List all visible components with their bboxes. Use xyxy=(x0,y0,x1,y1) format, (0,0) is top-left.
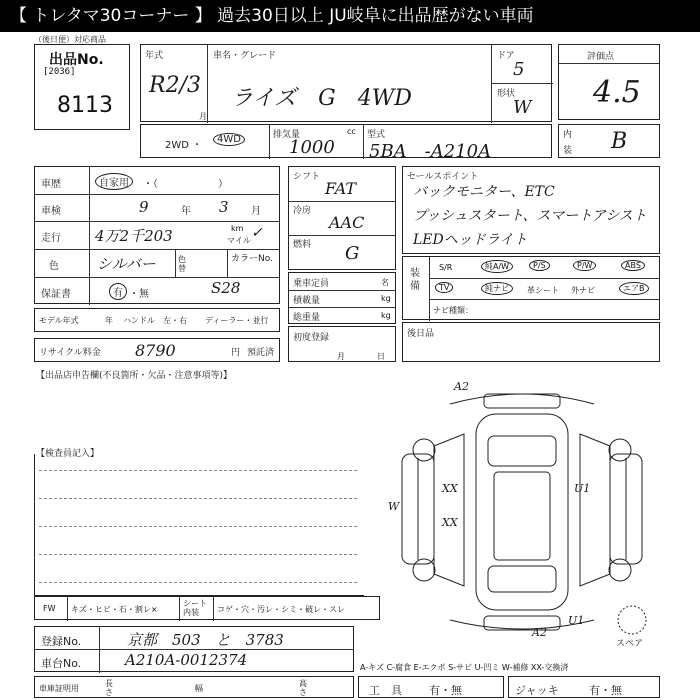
width-label: 幅 xyxy=(195,684,203,693)
mark-left-edge: W xyxy=(388,500,400,513)
mark-rear-right: U1 xyxy=(568,614,585,627)
model-value: ライズ G 4WD xyxy=(231,86,412,111)
equip-ps: P/S xyxy=(529,260,550,271)
garage-cert-row xyxy=(34,676,354,698)
score-box xyxy=(558,44,660,120)
model-label: 車名・グレード xyxy=(213,51,277,61)
year-label: 年式 xyxy=(145,51,164,61)
warranty-label: 保証書 xyxy=(41,289,71,300)
later-docs-box xyxy=(402,322,660,362)
selling-point-1: バックモニター、ETC xyxy=(413,184,555,200)
legend-codes: A-キズ C-腐食 E-エクボ S-サビ U-凹ミ W-補修 XX-交換済 xyxy=(360,663,569,672)
interior-label-top: 内 xyxy=(563,130,573,140)
shift-value: FAT xyxy=(325,179,357,198)
later-docs-label: 後日品 xyxy=(407,329,435,339)
car-diagram xyxy=(384,376,660,649)
model-year-label: モデル年式 xyxy=(39,316,79,325)
jack-label: ジャッキ xyxy=(515,684,559,697)
inspector-note-label: 【検査員記入】 xyxy=(36,449,100,459)
shape-label: 形状 xyxy=(497,89,516,99)
tools-label: 工 具 xyxy=(369,684,402,697)
history-selected: 自家用 xyxy=(95,173,133,190)
inspection-month: 3 xyxy=(219,198,229,216)
score-value: 4.5 xyxy=(593,75,641,110)
reg-date-day: 日 xyxy=(377,352,385,361)
jack-row xyxy=(508,676,660,698)
car-info-box xyxy=(140,44,552,122)
selling-point-2: プッシュスタート、スマートアシスト xyxy=(413,208,647,224)
jack-value: 有・無 xyxy=(589,684,622,697)
year-month-unit: 月 xyxy=(199,112,207,121)
chassis-label: 車台No. xyxy=(41,657,82,670)
doors-label: ドア xyxy=(497,51,515,61)
shape-value: W xyxy=(513,97,532,118)
equip-pw: P/W xyxy=(573,260,596,271)
car-outline-svg xyxy=(384,376,660,646)
recycle-label: リサイクル料金 xyxy=(39,348,101,358)
tools-row xyxy=(358,676,504,698)
height-label: 高さ xyxy=(299,679,307,697)
interior-value: B xyxy=(611,129,628,154)
color-code-value: S28 xyxy=(211,279,241,297)
color-change-label: 色替 xyxy=(178,255,186,273)
weight-label: 総重量 xyxy=(293,313,321,323)
displacement-label: 排気量 xyxy=(273,130,301,140)
capacity-table xyxy=(288,272,396,324)
model-code-value: 5BA -A210A xyxy=(369,141,492,162)
displacement-value: 1000 xyxy=(289,137,335,158)
seat-label: シート内装 xyxy=(183,599,207,617)
mark-rear: A2 xyxy=(532,626,547,639)
fw-items: キズ・ヒビ・石・割レ× xyxy=(71,605,158,614)
equip-navi: 純ナビ xyxy=(481,282,513,295)
registration-table xyxy=(34,626,354,672)
equip-tv: TV xyxy=(435,282,453,293)
seat-items: コゲ・穴・汚レ・シミ・破レ・スレ xyxy=(217,605,345,614)
recycle-note: 預託済 xyxy=(247,348,275,358)
fw-label: FW xyxy=(43,604,56,613)
lot-label: 出品No. xyxy=(49,52,104,68)
reg-date-box xyxy=(288,326,396,362)
sub-header: （後日便）対応商品 xyxy=(34,35,106,44)
navi-type-label: ナビ種類： xyxy=(433,306,473,315)
registration-value: 京都 503 と 3783 xyxy=(127,631,284,649)
handle-option: ハンドル 左・右 xyxy=(123,316,187,325)
selling-points-label: セールスポイント xyxy=(407,172,479,182)
fuel-label: 燃料 xyxy=(293,240,312,250)
drive-selected: 4WD xyxy=(213,133,245,146)
mark-left-front: XX xyxy=(442,482,458,495)
interior-label-bottom: 装 xyxy=(563,146,573,156)
color-value: シルバー xyxy=(97,255,156,273)
load-unit: kg xyxy=(381,294,391,303)
color-code-label: カラーNo. xyxy=(231,254,273,264)
interior-box xyxy=(558,124,660,158)
year-value: R2/3 xyxy=(149,73,201,98)
inspector-note-area xyxy=(34,454,364,596)
inspection-label: 車検 xyxy=(41,206,61,217)
equipment-box xyxy=(402,256,660,320)
shift-label: シフト xyxy=(293,172,321,182)
inspection-month-unit: 月 xyxy=(251,206,261,217)
ac-value: AAC xyxy=(329,213,365,232)
history-label: 車歴 xyxy=(41,179,61,190)
mileage-check: ✓ xyxy=(251,225,263,241)
model-code-label: 型式 xyxy=(367,130,386,140)
shift-table xyxy=(288,166,396,270)
garage-cert-label: 車庫証明用 xyxy=(39,684,79,693)
recycle-row xyxy=(34,338,280,362)
inspection-year: 9 xyxy=(139,198,149,216)
ac-label: 冷房 xyxy=(293,206,312,216)
warranty-selected: 有 xyxy=(109,283,127,300)
mileage-value: 4万2千203 xyxy=(95,227,173,245)
equip-leather: 革シート xyxy=(527,286,559,295)
drive-options: 2WD ・ xyxy=(165,140,203,151)
legend-row xyxy=(34,596,380,620)
capacity-unit: 名 xyxy=(381,278,389,287)
score-label: 評価点 xyxy=(587,52,615,62)
lot-stamp: [2036] xyxy=(43,67,76,77)
registration-label: 登録No. xyxy=(41,635,82,648)
weight-unit: kg xyxy=(381,311,391,320)
mileage-unit-km: km xyxy=(231,224,244,233)
model-year-unit: 年 xyxy=(105,316,113,325)
lot-number: 8113 xyxy=(57,93,113,118)
equip-sr: S/R xyxy=(439,263,453,272)
doors-value: 5 xyxy=(513,59,525,80)
mark-left-rear: XX xyxy=(442,516,458,529)
inspection-year-unit: 年 xyxy=(181,206,191,217)
equipment-label: 装備 xyxy=(410,268,420,292)
mark-front: A2 xyxy=(454,380,469,393)
color-label: 色 xyxy=(49,261,59,272)
displacement-unit: cc xyxy=(347,127,356,136)
selling-points-box xyxy=(402,166,660,254)
mileage-label: 走行 xyxy=(41,233,61,244)
tools-value: 有・無 xyxy=(429,684,462,697)
history-table xyxy=(34,166,280,304)
equip-abs: ABS xyxy=(621,260,645,271)
equip-aw: 純A/W xyxy=(481,260,513,273)
equip-airbag: エアB xyxy=(619,282,649,295)
seller-note-label: 【出品店申告欄(不良箇所・欠品・注意事項等)】 xyxy=(36,371,233,381)
recycle-unit: 円 xyxy=(231,348,241,358)
mark-right: U1 xyxy=(574,482,591,495)
warranty-rest: ・無 xyxy=(129,289,149,300)
reg-date-month: 月 xyxy=(337,352,345,361)
mileage-unit-mile: マイル xyxy=(227,236,251,245)
recycle-value: 8790 xyxy=(135,341,176,360)
capacity-label: 乗車定員 xyxy=(293,279,330,289)
reg-date-label: 初度登録 xyxy=(293,333,330,343)
length-label: 長さ xyxy=(105,679,113,697)
load-label: 積載量 xyxy=(293,296,321,306)
model-year-row xyxy=(34,308,280,332)
equip-ext-navi: 外ナビ xyxy=(571,286,595,295)
dealer-option: ディーラー・並行 xyxy=(205,316,269,325)
lot-box xyxy=(34,44,130,130)
history-rest: ・（ ） xyxy=(143,179,228,190)
page-header: 【 トレタマ30コーナー 】 過去30日以上 JU岐阜に出品歴がない車両 xyxy=(0,0,700,32)
fuel-value: G xyxy=(345,243,360,264)
spec-row xyxy=(140,124,552,162)
chassis-value: A210A-0012374 xyxy=(125,651,248,669)
spare-label: スペア xyxy=(616,639,644,649)
selling-point-3: LEDヘッドライト xyxy=(413,232,528,248)
